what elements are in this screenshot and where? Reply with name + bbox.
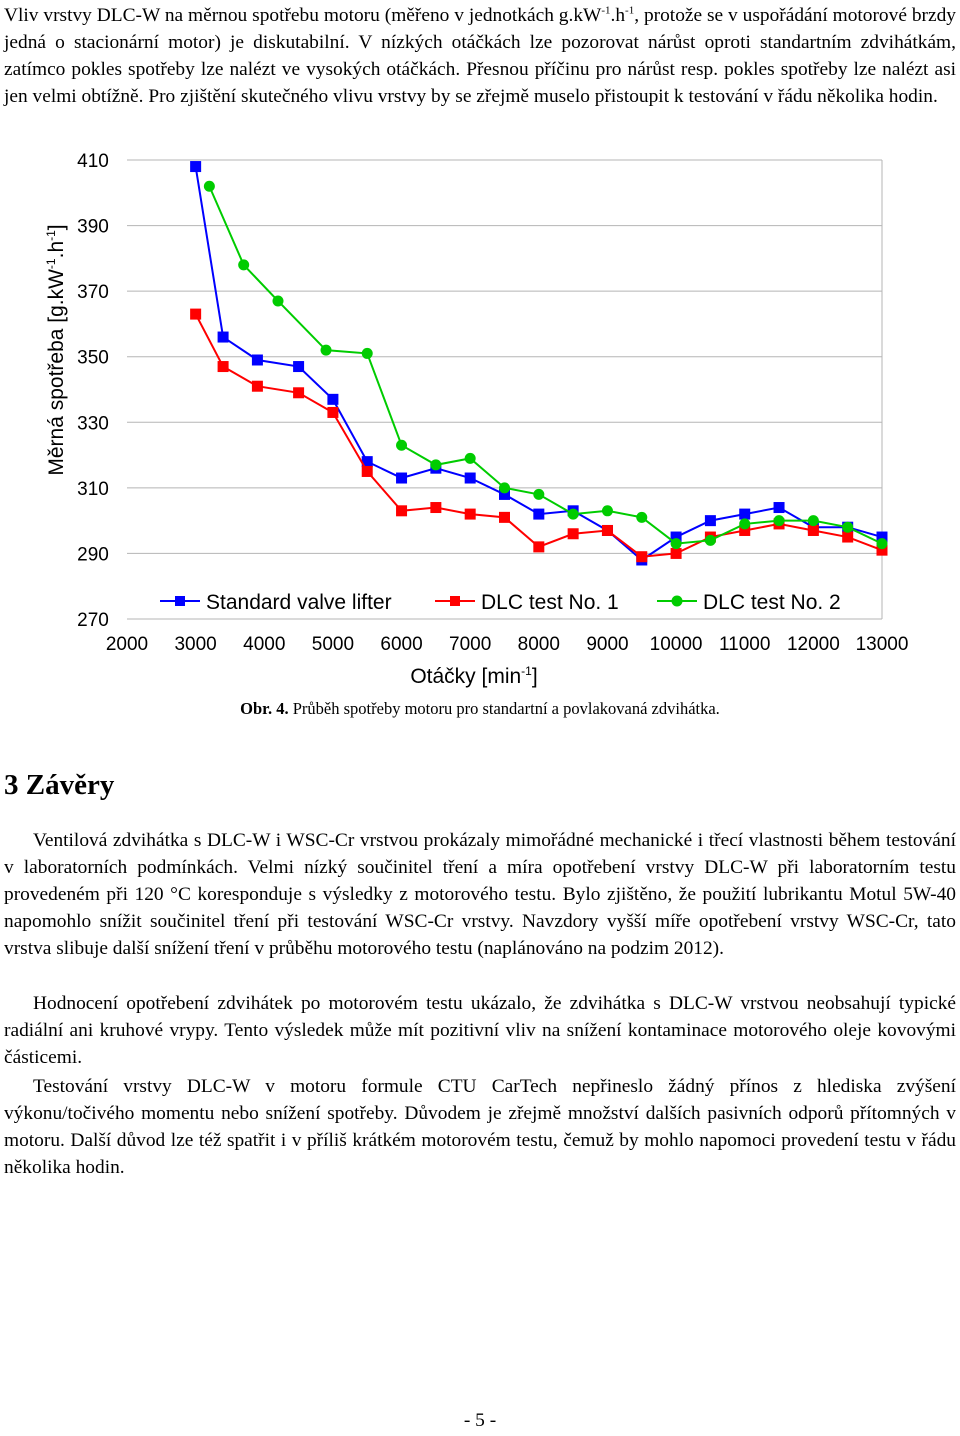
x-tick-label: 3000 (174, 634, 217, 655)
data-point-dlc2 (842, 522, 853, 533)
section-heading: 3 Závěry (4, 769, 115, 801)
data-point-dlc2 (774, 515, 785, 526)
data-point-dlc2 (808, 515, 819, 526)
data-point-dlc1 (533, 541, 544, 552)
chart-series (190, 161, 887, 565)
x-tick-label: 4000 (243, 634, 286, 655)
x-tick-label: 2000 (105, 634, 149, 655)
intro-paragraph (4, 2, 956, 110)
series-line-dlc2 (209, 186, 882, 543)
y-tick-label: 310 (77, 478, 109, 500)
caption-text: Průběh spotřeby motoru pro standartní a povlakovaná zdvihátka. (288, 699, 720, 718)
data-point-standard (218, 332, 229, 343)
data-point-dlc2 (362, 348, 373, 359)
data-point-dlc2 (396, 440, 407, 451)
x-tick-label: 11000 (719, 634, 771, 655)
chart-legend (160, 586, 874, 616)
data-point-dlc1 (499, 512, 510, 523)
data-point-dlc2 (321, 345, 332, 356)
x-tick-label: 10000 (649, 634, 703, 655)
data-point-standard (396, 473, 407, 484)
data-point-dlc2 (465, 453, 476, 464)
data-point-dlc1 (602, 525, 613, 536)
data-point-dlc1 (430, 502, 441, 513)
legend-marker-standard (175, 596, 185, 606)
data-point-dlc2 (568, 509, 579, 520)
x-tick-label: 7000 (449, 634, 492, 655)
y-tick-label: 410 (77, 151, 109, 172)
data-point-dlc1 (190, 309, 201, 320)
y-axis-label: Měrná spotřeba $[g.kW^{-1}.h^{-1}]$ (44, 224, 68, 476)
data-point-standard (465, 473, 476, 484)
intro-sup-2: -1 (625, 4, 635, 17)
intro-sup-1: -1 (601, 4, 611, 17)
y-tick-label: 270 (77, 610, 109, 631)
data-point-standard (739, 509, 750, 520)
x-tick-label: 9000 (586, 634, 629, 655)
data-point-dlc1 (465, 509, 476, 520)
data-point-dlc2 (238, 259, 249, 270)
caption-label: Obr. 4. (240, 699, 289, 718)
conclusion-paragraph-3: Testování vrstvy DLC-W v motoru formule CTU CarTech nepřineslo žádný přínos z hlediska zvýšení výkonu/točivého momentu nebo snížení spotřeby. Důvodem je zřejmě množství dalších pasivních odporů přítomných v motoru. Další důvod lze též spatřit i v příliš krátkém motorovém testu, čemuž by mohlo napomoci provedení testu v řádu několika hodin. (4, 1076, 956, 1178)
data-point-dlc1 (808, 525, 819, 536)
y-tick-label: 330 (77, 413, 109, 435)
data-point-dlc2 (273, 295, 284, 306)
intro-text-1: Vliv vrstvy DLC-W na měrnou spotřebu motoru (měřeno v jednotkách g.kW (4, 5, 602, 26)
y-tick-label: 390 (77, 216, 109, 238)
data-point-dlc1 (636, 551, 647, 562)
data-point-dlc1 (671, 548, 682, 559)
intro-text-2: .h (610, 5, 626, 26)
legend-label-standard: Standard valve lifter (206, 591, 392, 614)
conclusion-paragraph-2: Hodnocení opotřebení zdvihátek po motorovém testu ukázalo, že zdvihátka s DLC-W vrstvou neobsahují typické radiální ani kruhové vrypy. Tento výsledek může mít pozitivní vliv na snížení kontaminace motorového oleje kovovými částicemi. (4, 993, 956, 1068)
data-point-dlc1 (362, 466, 373, 477)
consumption-chart (0, 140, 960, 696)
data-point-dlc2 (499, 482, 510, 493)
x-tick-label: 13000 (855, 634, 909, 655)
x-tick-label: 6000 (380, 634, 423, 655)
x-tick-label: 12000 (786, 634, 840, 655)
x-axis-label: Otáčky $[\min^{-1}]$ (410, 664, 538, 688)
figure-caption (0, 698, 960, 720)
data-point-dlc2 (533, 489, 544, 500)
data-point-dlc2 (430, 459, 441, 470)
data-point-standard (327, 394, 338, 405)
data-point-dlc1 (218, 361, 229, 372)
data-point-standard (533, 509, 544, 520)
x-tick-labels (106, 634, 909, 655)
data-point-dlc1 (842, 532, 853, 543)
legend-marker-dlc1 (450, 596, 460, 606)
legend-label-dlc1: DLC test No. 1 (481, 591, 619, 614)
intro-text-3: , protože se v uspořádání motorové brzdy jedná o stacionární motor) je diskutabilní. V nízkých otáčkách lze pozorovat nárůst oproti standartním zdvihátkám, zatímco pokles spotřeby lze nalézt ve vysokých otáčkách. Přesnou příčinu pro nárůst resp. pokles spotřeby lze nalézt asi jen velmi obtížně. Pro zjištění skutečného vlivu vrstvy by se zřejmě muselo přistoupit k testování v řádu několika hodin. (4, 5, 956, 107)
data-point-dlc2 (739, 518, 750, 529)
x-tick-label: 5000 (311, 634, 355, 655)
data-point-dlc2 (636, 512, 647, 523)
y-tick-label: 350 (77, 347, 109, 369)
data-point-dlc1 (568, 528, 579, 539)
data-point-standard (190, 161, 201, 172)
data-point-standard (252, 354, 263, 365)
data-point-dlc2 (671, 538, 682, 549)
data-point-standard (774, 502, 785, 513)
data-point-standard (293, 361, 304, 372)
conclusion-paragraph-1: Ventilová zdvihátka s DLC-W i WSC-Cr vrstvou prokázaly mimořádné mechanické i třecí vlastnosti během testování v laboratorních podmínkách. Velmi nízký součinitel tření a míra opotřebení vrstvy DLC-W při laboratorním testu provedeném při 120 °C koresponduje s výsledky z motorového testu. Bylo zjištěno, že použití lubrikantu Motul 5W-40 napomohlo snížit součinitel tření při testování WSC-Cr vrstvy. Navzdory vyšší míře opotřebení vrstvy WSC-Cr, tato vrstva slibuje další snížení tření v průběhu motorového testu (naplánováno na podzim 2012). (4, 830, 956, 959)
data-point-dlc1 (252, 381, 263, 392)
data-point-dlc2 (877, 538, 888, 549)
data-point-dlc2 (204, 181, 215, 192)
data-point-dlc1 (293, 387, 304, 398)
y-tick-label: 290 (77, 544, 109, 566)
legend-marker-dlc2 (672, 596, 683, 607)
data-point-standard (705, 515, 716, 526)
legend-label-dlc2: DLC test No. 2 (703, 591, 841, 614)
y-tick-label: 370 (77, 282, 109, 304)
y-tick-labels (77, 151, 109, 631)
data-point-dlc2 (705, 535, 716, 546)
page-number: - 5 - (463, 1410, 497, 1431)
data-point-dlc1 (396, 505, 407, 516)
x-tick-label: 8000 (517, 634, 560, 655)
chart-grid (127, 160, 882, 619)
data-point-dlc2 (602, 505, 613, 516)
data-point-dlc1 (327, 407, 338, 418)
